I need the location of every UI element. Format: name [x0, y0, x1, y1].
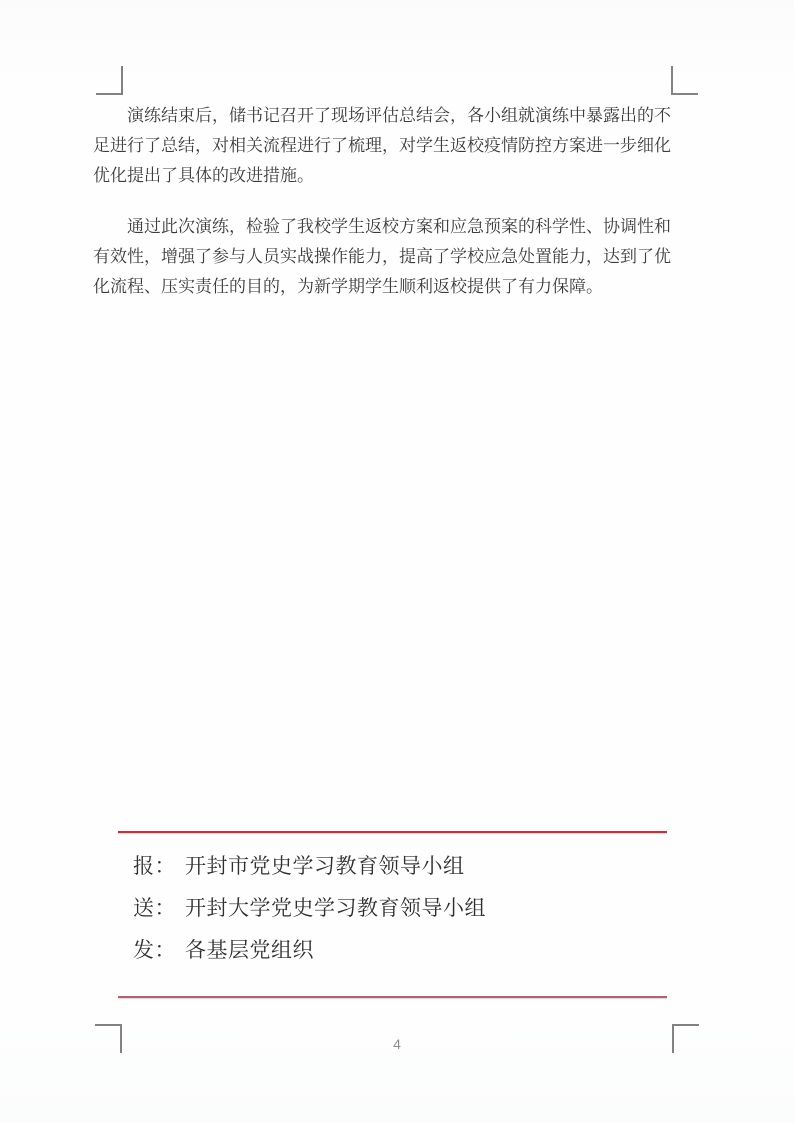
page-number: 4 — [393, 1036, 401, 1052]
body-text — [93, 101, 671, 323]
distribution-value: 各基层党组织 — [185, 939, 314, 962]
distribution-label: 报： — [133, 855, 176, 878]
separator-line-bottom — [118, 996, 667, 998]
distribution-value: 开封市党史学习教育领导小组 — [185, 855, 465, 878]
paragraph-2: 通过此次演练，检验了我校学生返校方案和应急预案的科学性、协调性和有效性，增强了参与人员实战操作能力，提高了学校应急处置能力，达到了优化流程、压实责任的目的，为新学期学生顺利返校提供了有力保障。 — [93, 217, 671, 296]
distribution-block — [133, 846, 486, 972]
distribution-row-report — [133, 846, 486, 888]
distribution-label: 送： — [133, 897, 176, 920]
distribution-row-issue — [133, 930, 486, 972]
distribution-label: 发： — [133, 939, 176, 962]
paragraph-1: 演练结束后，储书记召开了现场评估总结会，各小组就演练中暴露出的不足进行了总结，对相关流程进行了梳理，对学生返校疫情防控方案进一步细化优化提出了具体的改进措施。 — [93, 106, 671, 185]
distribution-row-send — [133, 888, 486, 930]
distribution-value: 开封大学党史学习教育领导小组 — [185, 897, 486, 920]
crop-mark-top-left-icon — [96, 66, 123, 95]
separator-line-top — [118, 831, 667, 833]
crop-mark-top-right-icon — [671, 66, 698, 95]
